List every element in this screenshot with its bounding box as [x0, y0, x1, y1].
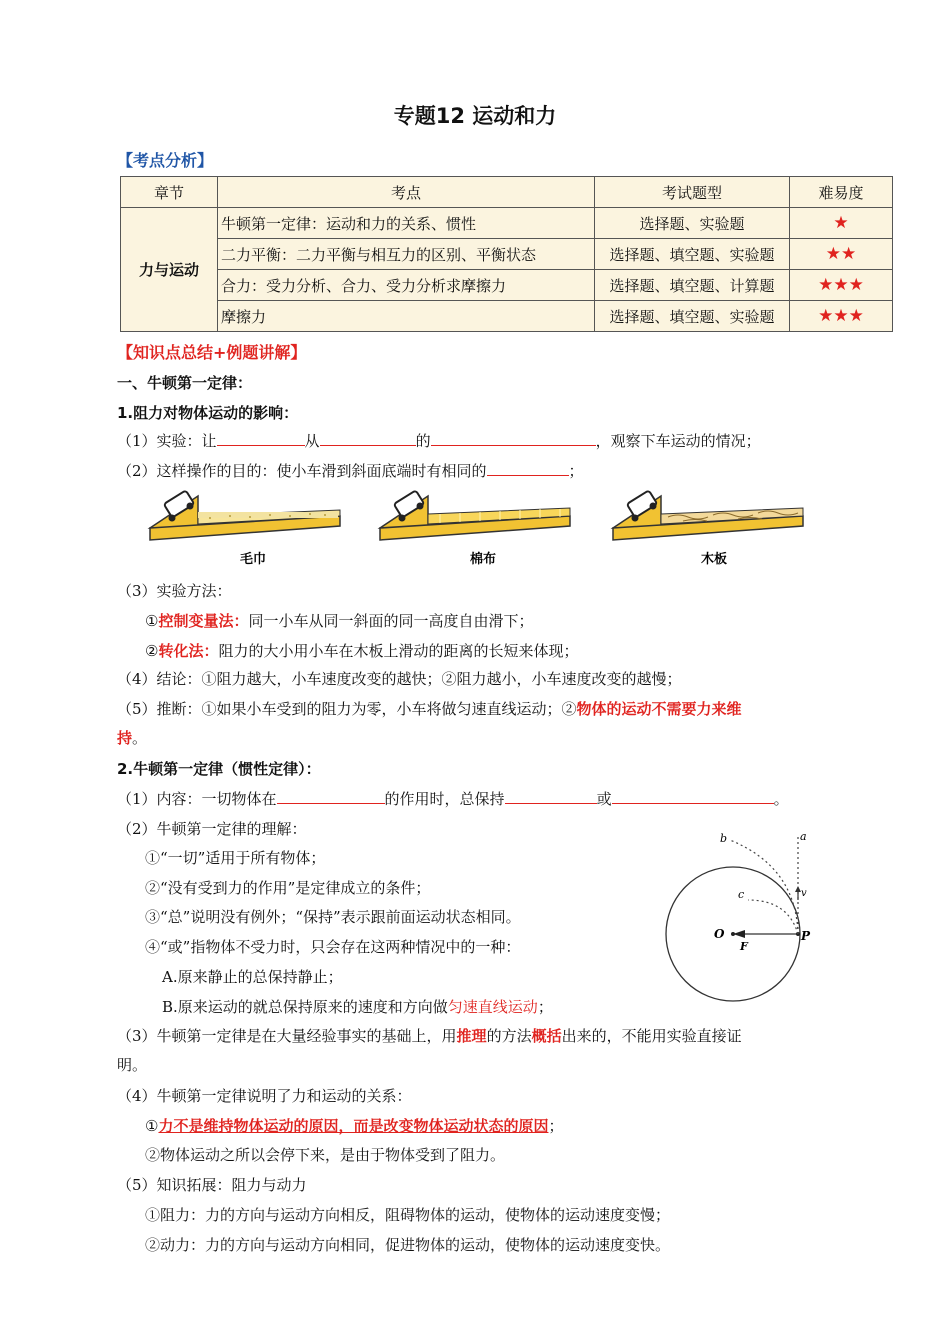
table-row	[121, 239, 893, 270]
understanding-4: ④“或”指物体不受力时，只会存在这两种情况中的一种：	[145, 938, 521, 956]
extension-heading: （5）知识拓展：阻力与动力	[117, 1176, 307, 1194]
table-row	[121, 270, 893, 301]
purpose-line	[117, 460, 584, 481]
surface-label: 棉布	[470, 552, 497, 567]
table-row	[121, 208, 893, 239]
text: （1）实验：让	[117, 432, 217, 450]
chapter-cell: 力与运动	[121, 208, 218, 332]
label-O: O	[714, 927, 725, 941]
text: 同一小车从同一斜面的同一高度自由滑下；	[248, 612, 534, 630]
text: 从	[304, 432, 320, 450]
header-type: 考试题型	[595, 177, 790, 208]
ramp-towel-figure	[150, 488, 350, 570]
induction-line	[117, 1025, 742, 1046]
inference-line	[117, 698, 742, 719]
text: （3）牛顿第一定律是在大量经验事实的基础上，用	[117, 1027, 457, 1045]
text: 阻力的大小用小车在木板上滑动的距离的长短来体现；	[218, 642, 579, 660]
text: ，观察下车运动的情况；	[595, 432, 761, 450]
difficulty-stars: ★★	[790, 239, 893, 270]
type-cell: 选择题、填空题、计算题	[595, 270, 790, 301]
type-cell: 选择题、填空题、实验题	[595, 301, 790, 332]
force-motion-1	[145, 1115, 563, 1136]
law-content-line	[117, 788, 789, 809]
text: 或	[596, 790, 612, 808]
header-difficulty: 难易度	[790, 177, 893, 208]
label-c: c	[738, 888, 745, 901]
keyword: 持	[117, 729, 133, 747]
understanding-4b	[162, 996, 553, 1017]
table-header-row	[121, 177, 893, 208]
circular-motion-diagram	[660, 822, 820, 998]
surface-label: 毛巾	[240, 552, 267, 567]
extension-resistance: ①阻力：力的方向与运动方向相反，阻碍物体的运动，使物体的运动速度变慢；	[145, 1206, 671, 1224]
understanding-heading: （2）牛顿第一定律的理解：	[117, 820, 307, 838]
understanding-1: ①“一切”适用于所有物体；	[145, 849, 326, 867]
difficulty-stars: ★★★	[790, 301, 893, 332]
section-knowledge: 【知识点总结+例题讲解】	[117, 343, 307, 362]
section-exam-analysis: 【考点分析】	[117, 151, 214, 170]
text: 的方法	[486, 1027, 532, 1045]
understanding-4a: A.原来静止的总保持静止；	[162, 968, 343, 986]
header-chapter: 章节	[121, 177, 218, 208]
keyword: 转化法：	[158, 642, 219, 660]
blank-field[interactable]	[612, 788, 774, 804]
blank-field[interactable]	[277, 788, 385, 804]
point-cell: 摩擦力	[218, 301, 595, 332]
force-motion-heading: （4）牛顿第一定律说明了力和运动的关系：	[117, 1087, 412, 1105]
keyword: 概括	[531, 1027, 562, 1045]
page-title: 专题12 运动和力	[393, 104, 557, 128]
blank-field[interactable]	[217, 430, 305, 446]
text: ①	[145, 1117, 159, 1135]
text: （2）这样操作的目的：使小车滑到斜面底端时有相同的	[117, 462, 487, 480]
point-cell: 合力：受力分析、合力、受力分析求摩擦力	[218, 270, 595, 301]
difficulty-stars: ★	[790, 208, 893, 239]
understanding-3: ③“总”说明没有例外；“保持”表示跟前面运动状态相同。	[145, 908, 521, 926]
extension-power: ②动力：力的方向与运动方向相同，促进物体的运动，使物体的运动速度变快。	[145, 1236, 671, 1254]
method-conversion	[145, 640, 578, 661]
text: 的作用时，总保持	[384, 790, 505, 808]
inference-line-cont	[117, 727, 147, 748]
difficulty-stars: ★★★	[790, 270, 893, 301]
understanding-2: ②“没有受到力的作用”是定律成立的条件；	[145, 879, 431, 897]
text: B.原来运动的就总保持原来的速度和方向做	[162, 998, 448, 1016]
text: ②	[145, 642, 159, 660]
point-cell: 牛顿第一定律：运动和力的关系、惯性	[218, 208, 595, 239]
force-motion-2: ②物体运动之所以会停下来，是由于物体受到了阻力。	[145, 1146, 506, 1164]
text: 出来的，不能用实验直接证	[561, 1027, 742, 1045]
experiment-line	[117, 430, 761, 451]
text: 的	[415, 432, 431, 450]
text: ；	[537, 998, 553, 1016]
header-point: 考点	[218, 177, 595, 208]
table-row	[121, 301, 893, 332]
keyword: 匀速直线运动	[447, 998, 538, 1016]
blank-field[interactable]	[431, 430, 596, 446]
point-cell: 二力平衡：二力平衡与相互力的区别、平衡状态	[218, 239, 595, 270]
text: 。	[773, 790, 789, 808]
text: （5）推断：①如果小车受到的阻力为零，小车将做匀速直线运动；②	[117, 700, 577, 718]
label-F: F	[740, 940, 748, 953]
keyword: 控制变量法：	[158, 612, 249, 630]
exam-point-table	[120, 176, 893, 332]
text: ①	[145, 612, 159, 630]
heading-inertia-law: 2.牛顿第一定律（惯性定律）：	[117, 760, 321, 778]
method-control-variable	[145, 610, 533, 631]
ramp-cotton-figure	[380, 488, 580, 570]
label-v: v	[801, 888, 807, 899]
blank-field[interactable]	[505, 788, 597, 804]
keyword: 推理	[456, 1027, 487, 1045]
induction-line-cont: 明。	[117, 1056, 148, 1074]
text: （1）内容：一切物体在	[117, 790, 277, 808]
type-cell: 选择题、实验题	[595, 208, 790, 239]
label-b: b	[720, 832, 728, 845]
type-cell: 选择题、填空题、实验题	[595, 239, 790, 270]
label-P: P	[801, 929, 811, 943]
keyword: 力不是维持物体运动的原因，而是改变物体运动状态的原因	[158, 1117, 549, 1135]
blank-field[interactable]	[320, 430, 416, 446]
heading-newton-first-law: 一、牛顿第一定律：	[117, 374, 253, 392]
surface-label: 木板	[701, 552, 728, 567]
text: 。	[132, 729, 148, 747]
heading-resistance-effect: 1.阻力对物体运动的影响：	[117, 404, 299, 422]
blank-field[interactable]	[487, 460, 569, 476]
ramp-wood-figure	[613, 488, 813, 570]
keyword: 物体的运动不需要力来维	[576, 700, 742, 718]
text: ；	[568, 462, 584, 480]
label-a: a	[800, 830, 807, 843]
text: ；	[548, 1117, 564, 1135]
method-heading: （3）实验方法：	[117, 582, 232, 600]
conclusion-line: （4）结论：①阻力越大，小车速度改变的越快；②阻力越小，小车速度改变的越慢；	[117, 670, 682, 688]
